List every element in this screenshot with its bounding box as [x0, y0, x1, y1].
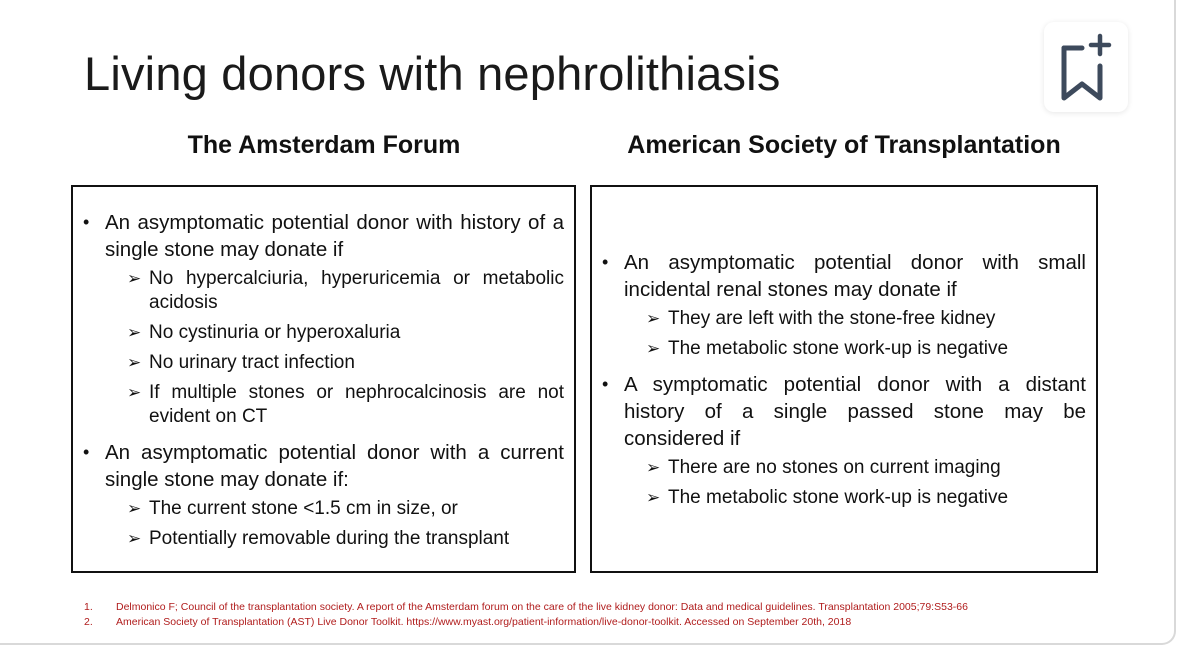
arrow-bullet-icon: ➢ — [646, 488, 661, 507]
bullet-list — [83, 209, 564, 551]
arrow-bullet-icon: ➢ — [127, 383, 142, 402]
sub-item-text: If multiple stones or nephrocalcinosis are not evident on CT — [149, 382, 564, 427]
sub-list-item — [105, 497, 564, 521]
bullet-text: An asymptomatic potential donor with history of a single stone may donate if — [105, 211, 564, 261]
sub-item-text: The metabolic stone work-up is negative — [668, 338, 1009, 359]
bullet-glyph: • — [602, 374, 609, 394]
reference-number: 1. — [84, 601, 93, 613]
amsterdam-forum-content — [83, 209, 564, 561]
sub-list-item — [624, 456, 1086, 480]
slide-title: Living donors with nephrolithiasis — [84, 47, 781, 100]
sub-item-text: The current stone <1.5 cm in size, or — [149, 498, 458, 519]
sub-item-text: No hypercalciuria, hyperuricemia or metabolic acidosis — [149, 268, 564, 313]
bullet-text: An asymptomatic potential donor with a current single stone may donate if: — [105, 441, 564, 491]
amsterdam-forum-heading: The Amsterdam Forum — [187, 131, 461, 159]
sub-list-item — [105, 321, 564, 345]
list-item — [83, 439, 564, 551]
list-item — [602, 249, 1086, 361]
bookmark-button[interactable] — [1044, 22, 1128, 112]
reference-number: 2. — [84, 616, 93, 628]
sub-list-item — [105, 381, 564, 429]
sub-list — [624, 307, 1086, 361]
ast-box — [590, 185, 1098, 573]
sub-item-text: No cystinuria or hyperoxaluria — [149, 322, 401, 343]
sub-item-text: The metabolic stone work-up is negative — [668, 487, 1009, 508]
references — [84, 600, 968, 630]
bullet-glyph: • — [83, 442, 90, 462]
arrow-bullet-icon: ➢ — [127, 353, 142, 372]
sub-list — [105, 497, 564, 551]
arrow-bullet-icon: ➢ — [127, 323, 142, 342]
bullet-list — [602, 249, 1086, 510]
sub-list-item — [624, 486, 1086, 510]
arrow-bullet-icon: ➢ — [646, 309, 661, 328]
bookmark-plus-icon — [1056, 32, 1116, 102]
sub-list-item — [105, 527, 564, 551]
bullet-glyph: • — [602, 252, 609, 272]
sub-list-item — [105, 351, 564, 375]
bullet-text: A symptomatic potential donor with a distant history of a single passed stone may be considered if — [624, 373, 1086, 450]
amsterdam-forum-box — [71, 185, 576, 573]
arrow-bullet-icon: ➢ — [646, 339, 661, 358]
reference-item — [84, 615, 968, 630]
ast-heading: American Society of Transplantation — [627, 131, 1061, 159]
list-item — [602, 371, 1086, 510]
bullet-text: An asymptomatic potential donor with small incidental renal stones may donate if — [624, 251, 1086, 301]
arrow-bullet-icon: ➢ — [646, 458, 661, 477]
sub-list-item — [105, 267, 564, 315]
sub-list-item — [624, 307, 1086, 331]
reference-text: American Society of Transplantation (AST) Live Donor Toolkit. https://www.myast.org/patient-information/live-donor-toolkit. Accessed on September 20th, 2018 — [116, 616, 852, 628]
arrow-bullet-icon: ➢ — [127, 529, 142, 548]
sub-item-text: No urinary tract infection — [149, 352, 355, 373]
list-item — [83, 209, 564, 429]
ast-content — [602, 249, 1086, 520]
reference-item — [84, 600, 968, 615]
sub-item-text: There are no stones on current imaging — [668, 457, 1001, 478]
sub-item-text: They are left with the stone-free kidney — [668, 308, 996, 329]
arrow-bullet-icon: ➢ — [127, 269, 142, 288]
bullet-glyph: • — [83, 212, 90, 232]
arrow-bullet-icon: ➢ — [127, 499, 142, 518]
sub-item-text: Potentially removable during the transplant — [149, 528, 510, 549]
sub-list — [105, 267, 564, 429]
reference-text: Delmonico F; Council of the transplantation society. A report of the Amsterdam forum on the care of the live kidney donor: Data and medical guidelines. Transplantation 2005;79:S53-66 — [116, 601, 968, 613]
sub-list-item — [624, 337, 1086, 361]
sub-list — [624, 456, 1086, 510]
